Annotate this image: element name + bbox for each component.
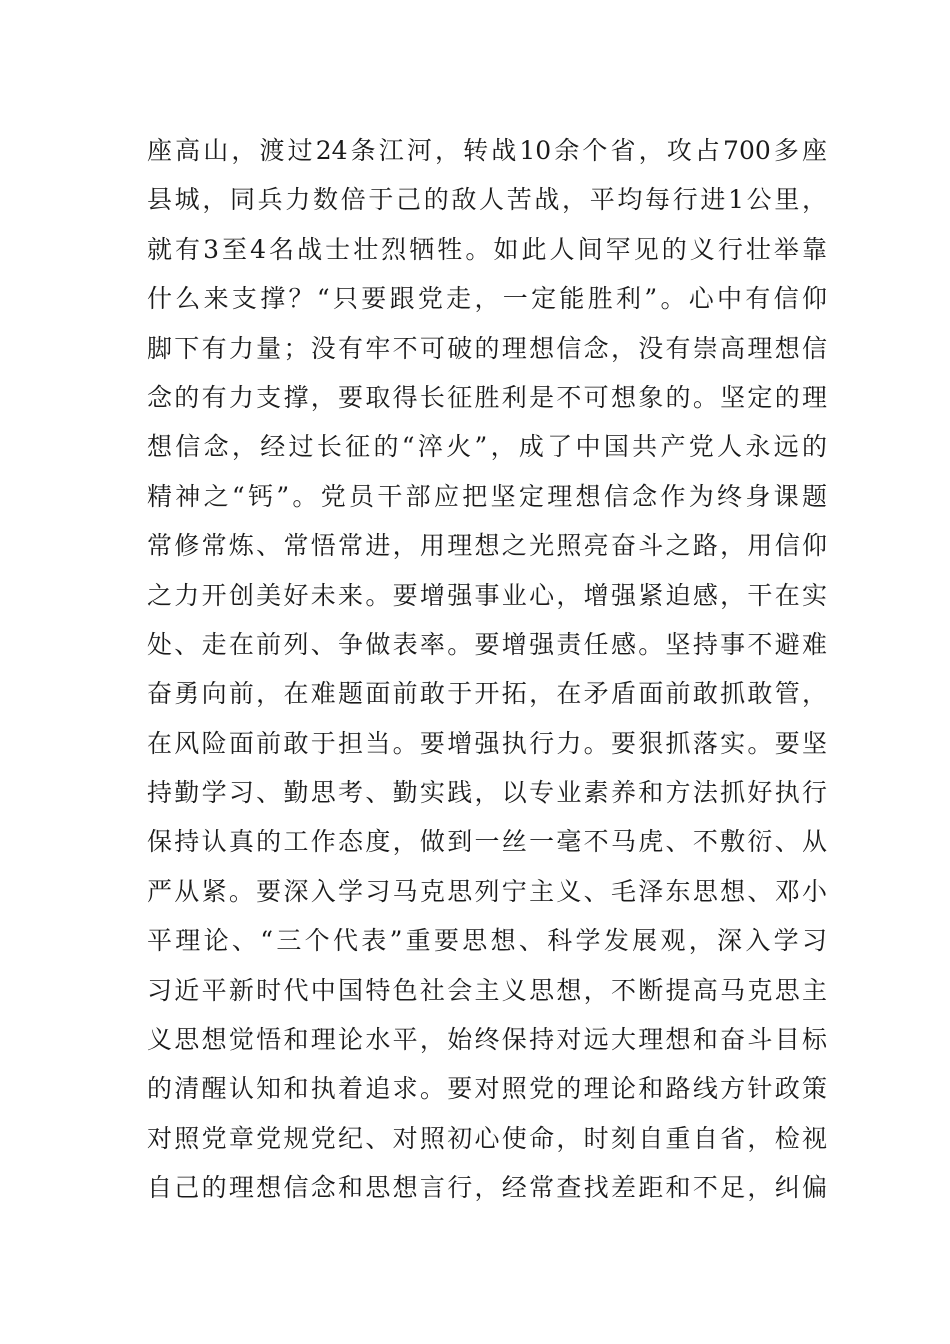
text-line: 之力开创美好未来。要增强事业心，增强紧迫感，干在实: [147, 580, 827, 610]
text-line: 严从紧。要深入学习马克思列宁主义、毛泽东思想、邓小: [147, 876, 827, 906]
text-line: 就有3至4名战士壮烈牺牲。如此人间罕见的义行壮举靠: [147, 234, 827, 264]
text-line: 脚下有力量；没有牢不可破的理想信念，没有崇高理想信: [147, 333, 827, 363]
text-line: 义思想觉悟和理论水平，始终保持对远大理想和奋斗目标: [147, 1025, 827, 1055]
text-line: 持勤学习、勤思考、勤实践，以专业素养和方法抓好执行: [147, 778, 827, 808]
text-line: 常修常炼、常悟常进，用理想之光照亮奋斗之路，用信仰: [147, 531, 827, 561]
text-line: 平理论、“三个代表”重要思想、科学发展观，深入学习: [147, 926, 827, 956]
text-line: 对照党章党规党纪、对照初心使命，时刻自重自省，检视: [147, 1123, 827, 1153]
text-line: 精神之“钙”。党员干部应把坚定理想信念作为终身课题: [147, 481, 827, 511]
text-line: 奋勇向前，在难题面前敢于开拓，在矛盾面前敢抓敢管，: [147, 679, 827, 709]
text-line: 想信念，经过长征的“淬火”，成了中国共产党人永远的: [147, 432, 827, 462]
text-line: 保持认真的工作态度，做到一丝一毫不马虎、不敷衍、从: [147, 827, 827, 857]
text-line: 习近平新时代中国特色社会主义思想，不断提高马克思主: [147, 975, 827, 1005]
text-line: 在风险面前敢于担当。要增强执行力。要狠抓落实。要坚: [147, 728, 827, 758]
text-line: 县城，同兵力数倍于己的敌人苦战，平均每行进1公里，: [147, 185, 827, 215]
text-line: 处、走在前列、争做表率。要增强责任感。坚持事不避难: [147, 629, 827, 659]
body-paragraph: [147, 126, 827, 1213]
text-line: 自己的理想信念和思想言行，经常查找差距和不足，纠偏: [147, 1173, 827, 1203]
text-line: 念的有力支撑，要取得长征胜利是不可想象的。坚定的理: [147, 382, 827, 412]
text-line: 的清醒认知和执着追求。要对照党的理论和路线方针政策: [147, 1074, 827, 1104]
text-line: 座高山，渡过24条江河，转战10余个省，攻占700多座: [147, 136, 827, 165]
text-line: 什么来支撑？“只要跟党走，一定能胜利”。心中有信仰: [147, 284, 827, 314]
